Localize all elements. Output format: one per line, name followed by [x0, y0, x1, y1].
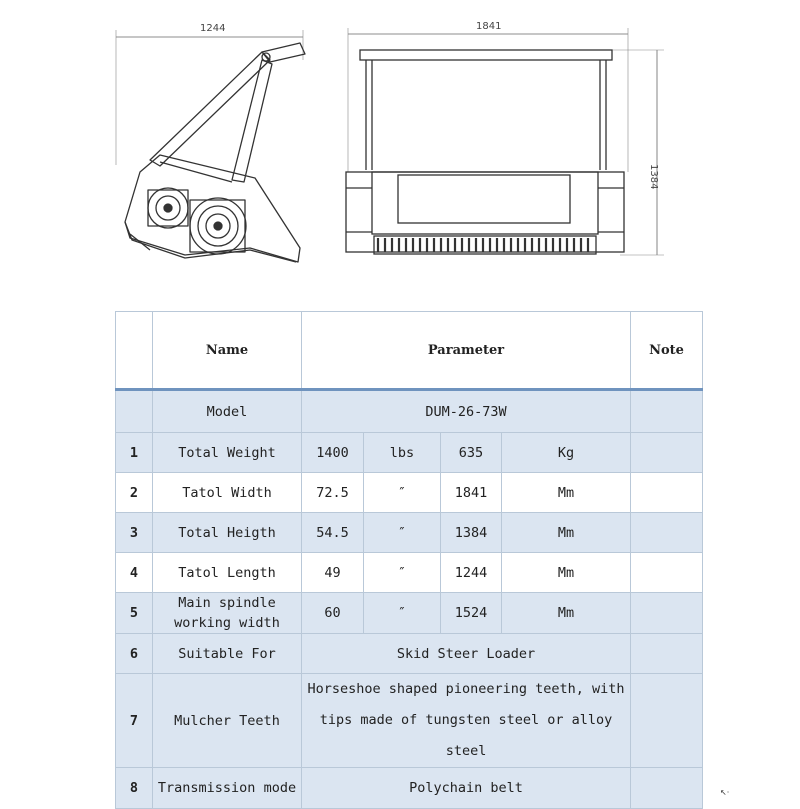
dimension-length-label: 1244 — [200, 23, 226, 34]
metric-unit: Mm — [502, 593, 631, 634]
suitable-value: Skid Steer Loader — [302, 634, 631, 674]
row-name: Total Weight — [153, 433, 302, 473]
imperial-value: 54.5 — [302, 513, 364, 553]
imperial-unit: ″ — [364, 553, 441, 593]
row-note — [631, 433, 703, 473]
table-row — [116, 593, 703, 634]
technical-drawing — [0, 0, 800, 300]
row-number: 2 — [116, 473, 153, 513]
imperial-unit: ″ — [364, 513, 441, 553]
table-row-model — [116, 390, 703, 433]
imperial-unit: lbs — [364, 433, 441, 473]
row-note — [631, 513, 703, 553]
teeth-description — [302, 674, 631, 768]
metric-unit: Mm — [502, 553, 631, 593]
teeth-description-line: Horseshoe shaped pioneering teeth, with — [307, 681, 625, 697]
model-value: DUM-26-73W — [302, 390, 631, 433]
row-number: 4 — [116, 553, 153, 593]
specification-table — [115, 311, 703, 809]
row-number — [116, 390, 153, 433]
row-number: 8 — [116, 768, 153, 809]
row-name: Mulcher Teeth — [153, 674, 302, 768]
table-row — [116, 553, 703, 593]
header-note: Note — [631, 312, 703, 390]
row-name: Model — [153, 390, 302, 433]
row-name: Suitable For — [153, 634, 302, 674]
metric-unit: Kg — [502, 433, 631, 473]
imperial-unit: ″ — [364, 593, 441, 634]
row-note — [631, 473, 703, 513]
imperial-value: 72.5 — [302, 473, 364, 513]
metric-unit: Mm — [502, 473, 631, 513]
table-row-suitable — [116, 634, 703, 674]
transmission-value: Polychain belt — [302, 768, 631, 809]
header-index-cell — [116, 312, 153, 390]
header-parameter: Parameter — [302, 312, 631, 390]
row-number: 1 — [116, 433, 153, 473]
metric-value: 1524 — [441, 593, 502, 634]
row-number: 7 — [116, 674, 153, 768]
side-view-drawing — [116, 30, 305, 262]
metric-value: 1244 — [441, 553, 502, 593]
imperial-unit: ″ — [364, 473, 441, 513]
imperial-value: 1400 — [302, 433, 364, 473]
teeth-description-line: tips made of tungsten steel or alloy steel — [319, 712, 613, 759]
row-note — [631, 593, 703, 634]
metric-unit: Mm — [502, 513, 631, 553]
row-number: 5 — [116, 593, 153, 634]
metric-value: 1841 — [441, 473, 502, 513]
table-row — [116, 513, 703, 553]
row-name-line: working width — [174, 615, 280, 631]
row-name-line: Main spindle — [178, 595, 276, 611]
imperial-value: 49 — [302, 553, 364, 593]
table-header-row — [116, 312, 703, 390]
table-row-teeth — [116, 674, 703, 768]
row-note — [631, 553, 703, 593]
dimension-height-label: 1384 — [648, 164, 659, 190]
row-name: Total Heigth — [153, 513, 302, 553]
table-row — [116, 433, 703, 473]
row-note — [631, 634, 703, 674]
row-note — [631, 674, 703, 768]
corner-mark: ↖· — [720, 788, 730, 797]
dimension-width-label: 1841 — [476, 21, 502, 32]
row-name: Transmission mode — [153, 768, 302, 809]
row-note — [631, 768, 703, 809]
imperial-value: 60 — [302, 593, 364, 634]
row-name — [153, 593, 302, 634]
front-view-drawing — [346, 28, 664, 255]
row-note — [631, 390, 703, 433]
metric-value: 1384 — [441, 513, 502, 553]
metric-value: 635 — [441, 433, 502, 473]
row-number: 3 — [116, 513, 153, 553]
header-name: Name — [153, 312, 302, 390]
row-name: Tatol Length — [153, 553, 302, 593]
row-number: 6 — [116, 634, 153, 674]
table-row — [116, 473, 703, 513]
row-name: Tatol Width — [153, 473, 302, 513]
table-row-transmission — [116, 768, 703, 809]
